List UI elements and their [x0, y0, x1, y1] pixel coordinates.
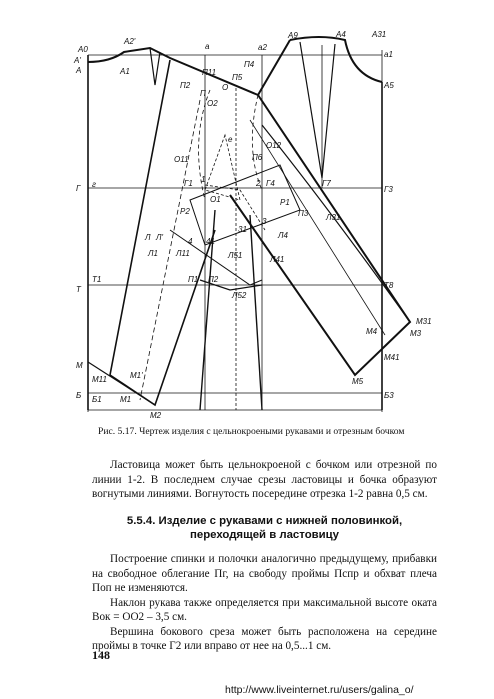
section-body [92, 552, 437, 654]
label-L31: Л31 [326, 213, 341, 222]
label-T1: Т1 [92, 275, 102, 284]
label-L: Л [145, 233, 151, 242]
sleeve-cap-triangle [205, 135, 240, 200]
label-T8: Т8 [384, 281, 394, 290]
label-2: 2 [256, 179, 261, 188]
side-seam-front [250, 215, 262, 410]
label-A9: A9 [288, 31, 298, 40]
label-M31: М31 [416, 317, 432, 326]
label-L-prime: Л' [156, 233, 164, 242]
label-G7: Г7 [322, 179, 331, 188]
label-A4: A4 [336, 30, 346, 39]
label-G4: Г4 [266, 179, 275, 188]
label-B: Б [76, 391, 82, 400]
label-41: 41 [206, 237, 215, 246]
label-M1prime: М1' [130, 371, 143, 380]
page-number: 148 [92, 648, 110, 662]
front-neck [290, 37, 382, 82]
label-A: A [76, 66, 82, 75]
label-O: O [222, 83, 229, 92]
label-a: a [205, 42, 210, 51]
label-O11: O11 [174, 155, 189, 164]
label-P1: P1 [280, 198, 290, 207]
paragraph-gusset: Ластовица может быть цельнокроеной с бочком или отрезной по линии 1-2. В последнем случае срезы ластовицы и бочка образуют вогнутыми линиями. Вогнутость посередине отрезка 1-2 равна 0,5 см. [92, 459, 437, 500]
label-M: М [76, 361, 83, 370]
label-P2r: P2 [180, 207, 190, 216]
label-O2: O2 [207, 99, 218, 108]
label-a1: a1 [384, 50, 393, 59]
section-heading: 5.5.4. Изделие с рукавами с нижней половинкой, переходящей в ластовицу [126, 515, 403, 541]
label-A-prime: A' [74, 56, 81, 65]
label-3: 3 [262, 217, 267, 226]
label-O12: O12 [266, 141, 282, 150]
label-P3: П3 [298, 209, 309, 218]
label-A31: A31 [372, 30, 387, 39]
label-L41: Л41 [270, 255, 285, 264]
label-M2: М2 [150, 411, 162, 420]
back-dart [150, 48, 160, 85]
label-B3: Б3 [384, 391, 394, 400]
label-L51: Л51 [228, 251, 243, 260]
label-P5: П5 [232, 73, 243, 82]
label-P11: П11 [202, 68, 217, 77]
front-dart [300, 42, 335, 178]
label-31: 31 [238, 225, 247, 234]
front-sleeve-top [262, 125, 410, 322]
label-4: 4 [188, 237, 193, 246]
label-M3: М3 [410, 329, 422, 338]
label-L1: Л1 [148, 249, 158, 258]
label-L11: Л11 [176, 249, 190, 258]
paragraph-sleeve-slope: Наклон рукава также определяется при максимальной высоте оката Вок = ОО2 – 3,5 см. [92, 596, 437, 623]
label-A5: A5 [384, 81, 394, 90]
figure-caption: Рис. 5.17. Чертеж изделия с цельнокроеными рукавами и отрезным бочком [98, 426, 405, 437]
label-P2b: П2 [208, 275, 219, 284]
label-A0: A0 [78, 45, 88, 54]
paragraph-construction: Построение спинки и полочки аналогично предыдущему, прибавки на свободное облегание Пг, на свободу проймы Пспр и обхват плеча Поп не изменяются. [92, 553, 437, 594]
label-B1: Б1 [92, 395, 102, 404]
label-G: Г [76, 184, 81, 193]
label-A1: A1 [120, 67, 130, 76]
label-L52: Л52 [232, 291, 247, 300]
label-A2prime: A2' [124, 37, 136, 46]
label-P2: П2 [180, 81, 191, 90]
footer-url[interactable]: http://www.liveinternet.ru/users/galina_o/ [225, 684, 414, 696]
label-1: 1 [201, 175, 206, 184]
label-G3: Г3 [384, 185, 393, 194]
label-T: Т [76, 285, 81, 294]
label-L4: Л4 [278, 231, 288, 240]
label-P1b: П1 [188, 275, 199, 284]
label-M5: М5 [352, 377, 364, 386]
label-M4: М4 [366, 327, 378, 336]
armhole-front [252, 95, 262, 190]
label-P: П [200, 89, 206, 98]
label-M11: М11 [92, 375, 107, 384]
label-a2: a2 [258, 43, 267, 52]
label-P4: П4 [244, 60, 255, 69]
label-O1: O1 [210, 195, 221, 204]
label-G1: Г1 [184, 179, 193, 188]
label-M1: М1 [120, 395, 132, 404]
paragraph-side-seam: Вершина бокового среза может быть расположена на середине проймы в точке Г2 или вправо от нее на 0,5...1 см. [92, 625, 437, 652]
label-g: г [92, 180, 96, 189]
label-P6: П6 [252, 153, 263, 162]
label-M41: М41 [384, 353, 400, 362]
label-e: e [228, 135, 233, 144]
